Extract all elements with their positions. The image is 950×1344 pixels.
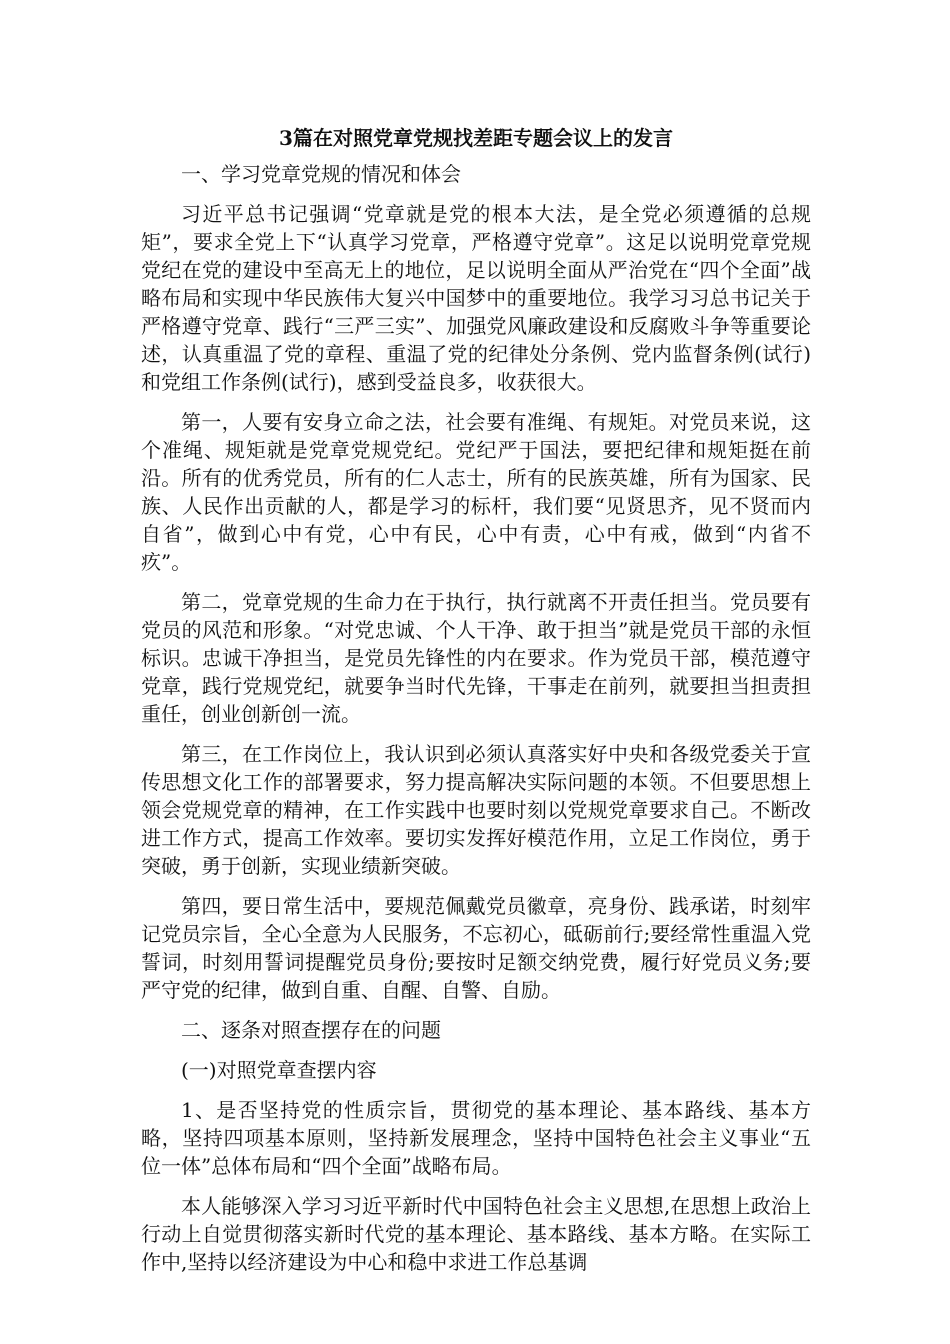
page-title: 3篇在对照党章党规找差距专题会议上的发言 (279, 126, 673, 150)
paragraph-fourth: 第四，要日常生活中，要规范佩戴党员徽章，亮身份、践承诺，时刻牢记党员宗旨，全心全意为人民服务，不忘初心，砥砺前行;要经常性重温入党誓词，时刻用誓词提醒党员身份;要按时足额交纳党费，履行好党员义务;要严守党的纪律，做到自重、自醒、自警、自励。 (141, 894, 811, 1002)
section-heading-study: 一、学习党章党规的情况和体会 (181, 162, 461, 186)
paragraph-first: 第一，人要有安身立命之法，社会要有准绳、有规矩。对党员来说，这个准绳、规矩就是党章党规党纪。党纪严于国法，要把纪律和规矩挺在前沿。所有的优秀党员，所有的仁人志士，所有的民族英雄，所有为国家、民族、人民作出贡献的人，都是学习的标杆，我们要“见贤思齐，见不贤而内自省”，做到心中有党，心中有民，心中有责，心中有戒，做到“内省不疚”。 (141, 410, 811, 574)
section-heading-problems: 二、逐条对照查摆存在的问题 (181, 1018, 441, 1042)
subsection-heading-charter: (一)对照党章查摆内容 (181, 1058, 377, 1082)
paragraph-second: 第二，党章党规的生命力在于执行，执行就离不开责任担当。党员要有党员的风范和形象。“对党忠诚、个人干净、敢于担当”就是党员干部的永恒标识。忠诚干净担当，是党员先锋性的内在要求。作为党员干部，模范遵守党章，践行党规党纪，就要争当时代先锋，干事走在前列，就要担当担责担重任，创业创新创一流。 (141, 590, 811, 726)
paragraph-third: 第三，在工作岗位上，我认识到必须认真落实好中央和各级党委关于宣传思想文化工作的部署要求，努力提高解决实际问题的本领。不但要思想上领会党规党章的精神，在工作实践中也要时刻以党规党章要求自己。不断改进工作方式，提高工作效率。要切实发挥好模范作用，立足工作岗位，勇于突破，勇于创新，实现业绩新突破。 (141, 742, 811, 878)
document-body (141, 122, 811, 1288)
paragraph-item-1: 1、是否坚持党的性质宗旨，贯彻党的基本理论、基本路线、基本方略，坚持四项基本原则，坚持新发展理念，坚持中国特色社会主义事业“五位一体”总体布局和“四个全面”战略布局。 (141, 1098, 811, 1178)
paragraph-self-review: 本人能够深入学习习近平新时代中国特色社会主义思想,在思想上政治上行动上自觉贯彻落实新时代党的基本理论、基本路线、基本方略。在实际工作中,坚持以经济建设为中心和稳中求进工作总基调 (141, 1194, 811, 1274)
paragraph-intro: 习近平总书记强调“党章就是党的根本大法，是全党必须遵循的总规矩”，要求全党上下“认真学习党章，严格遵守党章”。这足以说明党章党规党纪在党的建设中至高无上的地位，足以说明全面从严治党在“四个全面”战略布局和实现中华民族伟大复兴中国梦中的重要地位。我学习习总书记关于严格遵守党章、践行“三严三实”、加强党风廉政建设和反腐败斗争等重要论述，认真重温了党的章程、重温了党的纪律处分条例、党内监督条例(试行)和党组工作条例(试行)，感到受益良多，收获很大。 (141, 202, 811, 394)
